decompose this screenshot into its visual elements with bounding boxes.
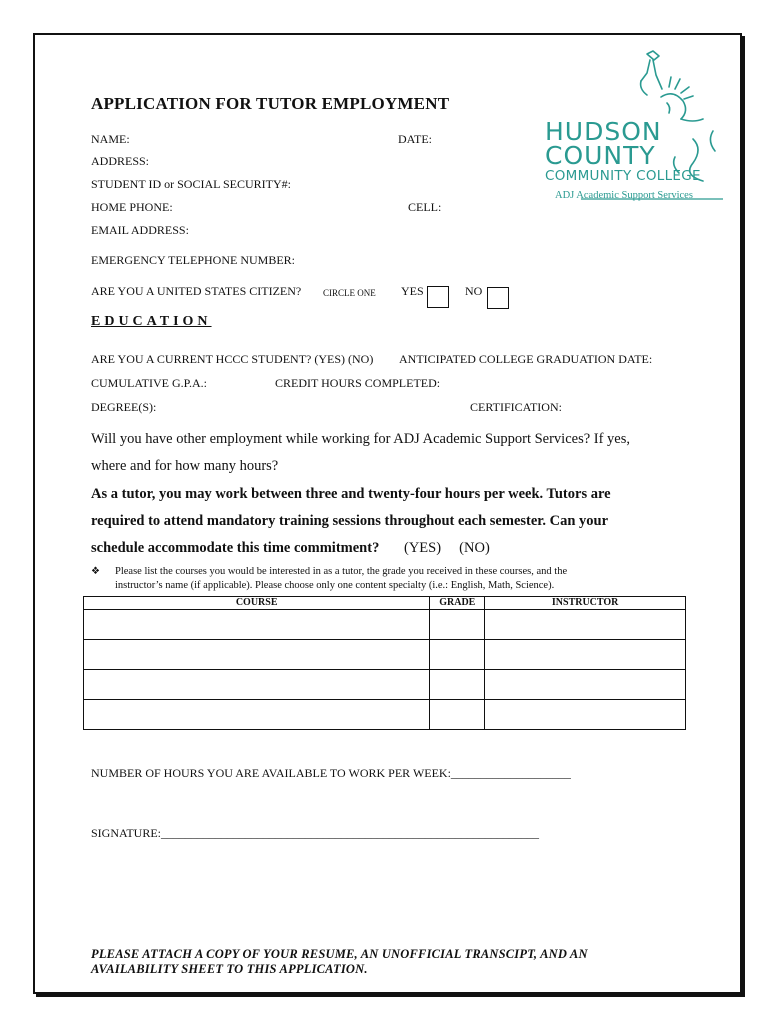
instructor-cell[interactable] [485, 640, 686, 670]
instructor-cell[interactable] [485, 670, 686, 700]
grade-column-header: GRADE [430, 597, 485, 610]
instructor-cell[interactable] [485, 700, 686, 730]
gpa-label: CUMULATIVE G.P.A.: [91, 376, 208, 390]
instructor-column-header: INSTRUCTOR [485, 597, 686, 610]
logo-line-county: COUNTY [545, 141, 656, 170]
table-row [84, 700, 686, 730]
address-label: ADDRESS: [91, 154, 150, 168]
page-title: APPLICATION FOR TUTOR EMPLOYMENT [91, 94, 450, 113]
hccc-student-question: ARE YOU A CURRENT HCCC STUDENT? (YES) (NO) [91, 352, 374, 366]
bullet-icon: ❖ [91, 566, 100, 577]
grade-cell[interactable] [430, 670, 485, 700]
courses-table [83, 596, 686, 730]
courses-table-header-row [84, 597, 686, 610]
course-cell[interactable] [84, 670, 430, 700]
logo-tagline: ADJ Academic Support Services [555, 190, 693, 201]
emergency-phone-label: EMERGENCY TELEPHONE NUMBER: [91, 253, 295, 267]
yes-checkbox[interactable] [427, 286, 449, 308]
course-instructions-line1: Please list the courses you would be interested in as a tutor, the grade you received in these courses, and the [115, 566, 568, 577]
citizen-question: ARE YOU A UNITED STATES CITIZEN? [91, 284, 302, 298]
name-label: NAME: [91, 132, 130, 146]
application-form-page [33, 33, 742, 994]
yes-label: YES [401, 284, 424, 298]
logo-line-hudson: HUDSON [545, 117, 662, 146]
student-id-label: STUDENT ID or SOCIAL SECURITY#: [91, 177, 291, 191]
other-employment-question-line2: where and for how many hours? [91, 458, 279, 474]
tutor-hours-statement-line2: required to attend mandatory training sessions throughout each semester. Can your [91, 513, 609, 529]
graduation-date-label: ANTICIPATED COLLEGE GRADUATION DATE: [399, 352, 653, 366]
course-column-header: COURSE [84, 597, 430, 610]
attachment-instructions [91, 947, 588, 977]
course-cell[interactable] [84, 700, 430, 730]
attachment-instructions-line2: AVAILABILITY SHEET TO THIS APPLICATION. [91, 962, 368, 976]
tutor-hours-statement-line3: schedule accommodate this time commitment? [91, 540, 380, 556]
no-label: NO [465, 284, 483, 298]
education-heading: EDUCATION [91, 314, 212, 329]
circle-one-label: CIRCLE ONE [323, 288, 376, 298]
logo-line-community-college: COMMUNITY COLLEGE [545, 168, 701, 184]
credit-hours-label: CREDIT HOURS COMPLETED: [275, 376, 441, 390]
schedule-yes-no-options: (YES) (NO) [404, 540, 490, 556]
grade-cell[interactable] [430, 640, 485, 670]
signature-field[interactable]: SIGNATURE:_______________________________________________________________ [91, 826, 540, 840]
home-phone-label: HOME PHONE: [91, 200, 173, 214]
instructor-cell[interactable] [485, 610, 686, 640]
date-label: DATE: [398, 132, 432, 146]
grade-cell[interactable] [430, 610, 485, 640]
attachment-instructions-line1: PLEASE ATTACH A COPY OF YOUR RESUME, AN UNOFFICIAL TRANSCIPT, AND AN [91, 947, 588, 961]
cell-label: CELL: [408, 200, 442, 214]
course-instructions-line2: instructor’s name (if applicable). Please choose only one content specialty (i.e.: English, Math, Science). [115, 580, 555, 591]
degrees-label: DEGREE(S): [91, 400, 157, 414]
no-checkbox[interactable] [487, 287, 509, 309]
available-hours-field[interactable]: NUMBER OF HOURS YOU ARE AVAILABLE TO WORK PER WEEK:____________________ [91, 766, 571, 780]
certification-label: CERTIFICATION: [470, 400, 562, 414]
hudson-county-community-college-logo [543, 49, 723, 207]
email-label: EMAIL ADDRESS: [91, 223, 189, 237]
tutor-hours-statement-line1: As a tutor, you may work between three and twenty-four hours per week. Tutors are [91, 486, 611, 502]
table-row [84, 610, 686, 640]
table-row [84, 670, 686, 700]
course-cell[interactable] [84, 640, 430, 670]
table-row [84, 640, 686, 670]
course-cell[interactable] [84, 610, 430, 640]
other-employment-question-line1: Will you have other employment while working for ADJ Academic Support Services? If yes, [91, 431, 631, 447]
grade-cell[interactable] [430, 700, 485, 730]
